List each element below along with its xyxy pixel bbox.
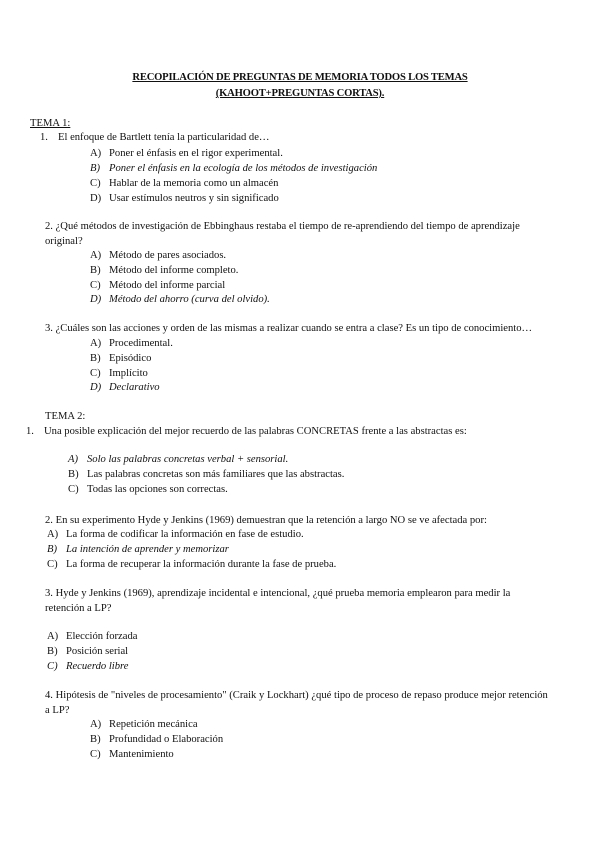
tema1-q3-text: 3. ¿Cuáles son las acciones y orden de las mismas a realizar cuando se entra a clase? Es un tipo de conocimiento… — [45, 323, 533, 334]
tema2-q2-option-b: B) La intención de aprender y memorizar — [47, 544, 229, 555]
tema2-q2-text: 2. En su experimento Hyde y Jenkins (1969) demuestran que la retención a largo NO se ve afectada por: — [45, 515, 487, 526]
tema2-q1-option-b: B) Las palabras concretas son más familiares que las abstractas. — [68, 469, 345, 480]
document-title-line2: (KAHOOT+PREGUNTAS CORTAS). — [215, 88, 385, 99]
tema1-q1-option-c: C) Hablar de la memoria como un almacén — [90, 178, 279, 189]
tema1-q1-number: 1. — [40, 132, 48, 143]
tema2-q3-text: 3. Hyde y Jenkins (1969), aprendizaje incidental e intencional, ¿qué prueba memoria emplearon para medir la retención a LP? — [45, 588, 511, 614]
tema2-q1-text: Una posible explicación del mejor recuerdo de las palabras CONCRETAS frente a las abstractas es: — [44, 426, 467, 437]
tema2-q2-option-c: C) La forma de recuperar la información durante la fase de prueba. — [47, 559, 337, 570]
tema1-q2-text: 2. ¿Qué métodos de investigación de Ebbinghaus restaba el tiempo de re-aprendiendo del tiempo de aprendizaje original? — [45, 221, 520, 247]
tema1-q2-option-c: C) Método del informe parcial — [90, 280, 226, 291]
tema2-q3-option-c: C) Recuerdo libre — [47, 661, 129, 672]
tema2-q4-option-a: A) Repetición mecánica — [90, 719, 198, 730]
tema1-q1 — [40, 130, 270, 145]
tema1-q2-option-b: B) Método del informe completo. — [90, 265, 239, 276]
tema1-q1-option-b: B) Poner el énfasis en la ecología de los métodos de investigación — [90, 163, 378, 174]
tema2-q2-option-a: A) La forma de codificar la información en fase de estudio. — [47, 529, 304, 540]
tema1-heading: TEMA 1: — [30, 118, 71, 129]
tema1-q3-option-d: D) Declarativo — [90, 382, 160, 393]
tema1-q2-option-d: D) Método del ahorro (curva del olvido). — [90, 294, 270, 305]
tema2-heading: TEMA 2: — [45, 411, 86, 422]
tema1-q1-text: El enfoque de Bartlett tenía la particularidad de… — [58, 132, 270, 143]
tema1-q3-option-b: B) Episódico — [90, 353, 152, 364]
tema2-q1-option-c: C) Todas las opciones son correctas. — [68, 484, 228, 495]
tema2-q1-option-a: A) Solo las palabras concretas verbal + sensorial. — [68, 454, 289, 465]
tema1-q1-option-d: D) Usar estímulos neutros y sin significado — [90, 193, 279, 204]
tema1-q3-option-c: C) Implícito — [90, 368, 148, 379]
tema1-q2-option-a: A) Método de pares asociados. — [90, 250, 227, 261]
tema2-q3-option-a: A) Elección forzada — [47, 631, 138, 642]
document-title-line1: RECOPILACIÓN DE PREGUNTAS DE MEMORIA TODOS LOS TEMAS — [132, 72, 468, 83]
tema2-q3-option-b: B) Posición serial — [47, 646, 129, 657]
tema2-q4-text: 4. Hipótesis de "niveles de procesamiento" (Craik y Lockhart) ¿qué tipo de proceso de repaso produce mejor retención a LP? — [45, 690, 548, 716]
tema2-q4-option-b: B) Profundidad o Elaboración — [90, 734, 224, 745]
tema1-q1-option-a: A) Poner el énfasis en el rigor experimental. — [90, 148, 283, 159]
tema2-q4-option-c: C) Mantenimiento — [90, 749, 174, 760]
tema2-q1-number: 1. — [26, 426, 34, 437]
tema2-q1 — [26, 424, 467, 439]
tema1-q3-option-a: A) Procedimental. — [90, 338, 173, 349]
